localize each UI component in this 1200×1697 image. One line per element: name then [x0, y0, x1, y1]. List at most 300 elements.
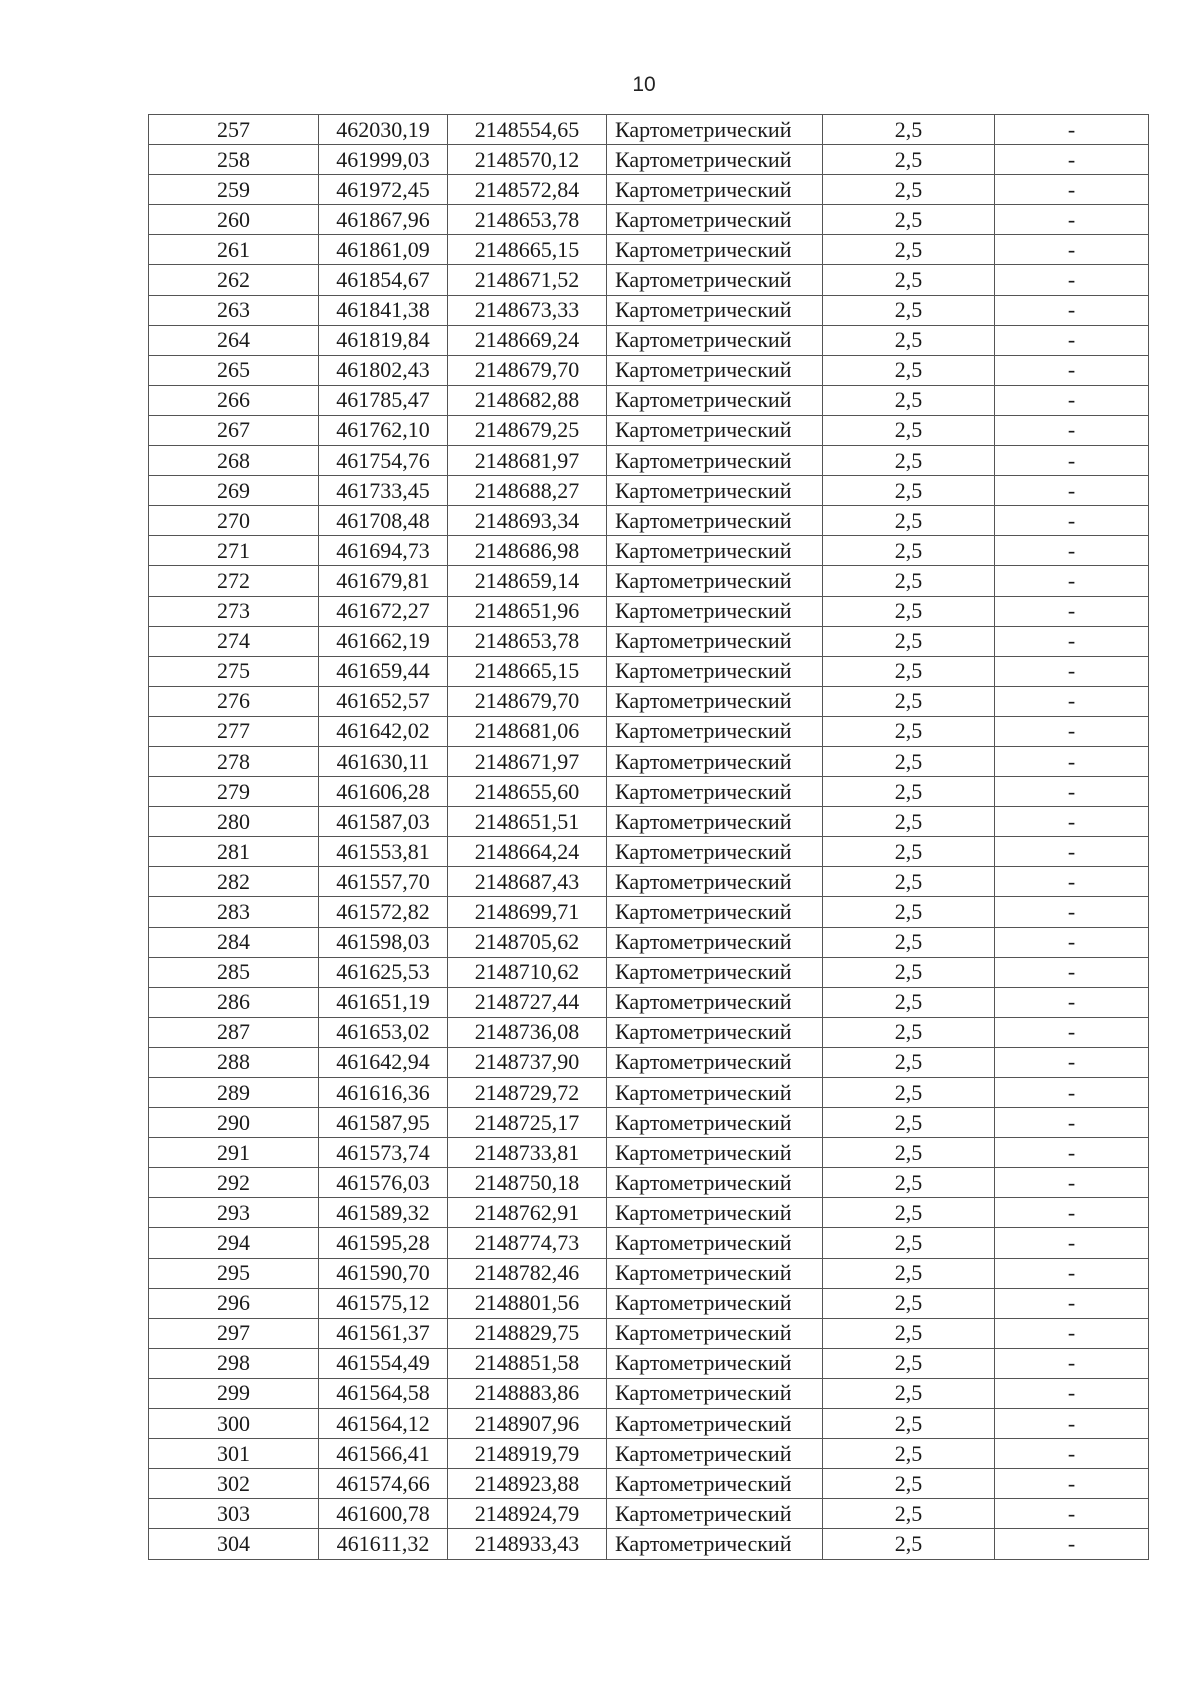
point-number-cell: 269: [149, 476, 319, 506]
method-cell: Картометрический: [607, 1168, 823, 1198]
accuracy-cell: 2,5: [823, 957, 995, 987]
y-coordinate-cell: 2148705,62: [448, 927, 607, 957]
accuracy-cell: 2,5: [823, 1258, 995, 1288]
point-number-cell: 300: [149, 1409, 319, 1439]
x-coordinate-cell: 461653,02: [319, 1017, 448, 1047]
table-row: [149, 476, 1149, 506]
accuracy-cell: 2,5: [823, 1409, 995, 1439]
description-cell: -: [995, 115, 1149, 145]
point-number-cell: 266: [149, 385, 319, 415]
point-number-cell: 297: [149, 1318, 319, 1348]
x-coordinate-cell: 461590,70: [319, 1258, 448, 1288]
point-number-cell: 278: [149, 746, 319, 776]
description-cell: -: [995, 1499, 1149, 1529]
y-coordinate-cell: 2148686,98: [448, 536, 607, 566]
point-number-cell: 303: [149, 1499, 319, 1529]
description-cell: -: [995, 626, 1149, 656]
description-cell: -: [995, 867, 1149, 897]
point-number-cell: 273: [149, 596, 319, 626]
y-coordinate-cell: 2148673,33: [448, 295, 607, 325]
method-cell: Картометрический: [607, 145, 823, 175]
description-cell: -: [995, 265, 1149, 295]
x-coordinate-cell: 461574,66: [319, 1469, 448, 1499]
point-number-cell: 294: [149, 1228, 319, 1258]
description-cell: -: [995, 355, 1149, 385]
y-coordinate-cell: 2148651,96: [448, 596, 607, 626]
description-cell: -: [995, 656, 1149, 686]
point-number-cell: 263: [149, 295, 319, 325]
point-number-cell: 296: [149, 1288, 319, 1318]
x-coordinate-cell: 461651,19: [319, 987, 448, 1017]
table-row: [149, 1469, 1149, 1499]
table-row: [149, 1529, 1149, 1559]
point-number-cell: 302: [149, 1469, 319, 1499]
accuracy-cell: 2,5: [823, 777, 995, 807]
table-row: [149, 1198, 1149, 1228]
point-number-cell: 284: [149, 927, 319, 957]
method-cell: Картометрический: [607, 205, 823, 235]
page-number: 10: [632, 73, 656, 96]
description-cell: -: [995, 777, 1149, 807]
description-cell: -: [995, 205, 1149, 235]
point-number-cell: 293: [149, 1198, 319, 1228]
table-row: [149, 837, 1149, 867]
table-row: [149, 1318, 1149, 1348]
x-coordinate-cell: 461557,70: [319, 867, 448, 897]
table-row: [149, 596, 1149, 626]
point-number-cell: 299: [149, 1378, 319, 1408]
table-row: [149, 536, 1149, 566]
description-cell: -: [995, 536, 1149, 566]
description-cell: -: [995, 1469, 1149, 1499]
y-coordinate-cell: 2148681,97: [448, 446, 607, 476]
y-coordinate-cell: 2148651,51: [448, 807, 607, 837]
y-coordinate-cell: 2148659,14: [448, 566, 607, 596]
y-coordinate-cell: 2148919,79: [448, 1439, 607, 1469]
y-coordinate-cell: 2148727,44: [448, 987, 607, 1017]
description-cell: -: [995, 837, 1149, 867]
accuracy-cell: 2,5: [823, 325, 995, 355]
accuracy-cell: 2,5: [823, 385, 995, 415]
method-cell: Картометрический: [607, 957, 823, 987]
accuracy-cell: 2,5: [823, 115, 995, 145]
x-coordinate-cell: 461587,95: [319, 1108, 448, 1138]
method-cell: Картометрический: [607, 1108, 823, 1138]
method-cell: Картометрический: [607, 1017, 823, 1047]
x-coordinate-cell: 461642,02: [319, 716, 448, 746]
point-number-cell: 262: [149, 265, 319, 295]
accuracy-cell: 2,5: [823, 987, 995, 1017]
method-cell: Картометрический: [607, 656, 823, 686]
point-number-cell: 283: [149, 897, 319, 927]
method-cell: Картометрический: [607, 1499, 823, 1529]
description-cell: -: [995, 1228, 1149, 1258]
description-cell: -: [995, 1318, 1149, 1348]
y-coordinate-cell: 2148669,24: [448, 325, 607, 355]
table-row: [149, 807, 1149, 837]
y-coordinate-cell: 2148762,91: [448, 1198, 607, 1228]
x-coordinate-cell: 461642,94: [319, 1047, 448, 1077]
x-coordinate-cell: 461553,81: [319, 837, 448, 867]
method-cell: Картометрический: [607, 506, 823, 536]
x-coordinate-cell: 461972,45: [319, 175, 448, 205]
accuracy-cell: 2,5: [823, 1469, 995, 1499]
method-cell: Картометрический: [607, 415, 823, 445]
x-coordinate-cell: 461819,84: [319, 325, 448, 355]
description-cell: -: [995, 1258, 1149, 1288]
description-cell: -: [995, 1078, 1149, 1108]
table-row: [149, 777, 1149, 807]
x-coordinate-cell: 461561,37: [319, 1318, 448, 1348]
point-number-cell: 257: [149, 115, 319, 145]
description-cell: -: [995, 1047, 1149, 1077]
table-row: [149, 1228, 1149, 1258]
method-cell: Картометрический: [607, 1318, 823, 1348]
x-coordinate-cell: 461587,03: [319, 807, 448, 837]
y-coordinate-cell: 2148688,27: [448, 476, 607, 506]
y-coordinate-cell: 2148851,58: [448, 1348, 607, 1378]
description-cell: -: [995, 145, 1149, 175]
method-cell: Картометрический: [607, 807, 823, 837]
method-cell: Картометрический: [607, 355, 823, 385]
description-cell: -: [995, 566, 1149, 596]
method-cell: Картометрический: [607, 385, 823, 415]
x-coordinate-cell: 461598,03: [319, 927, 448, 957]
accuracy-cell: 2,5: [823, 1138, 995, 1168]
accuracy-cell: 2,5: [823, 265, 995, 295]
point-number-cell: 301: [149, 1439, 319, 1469]
description-cell: -: [995, 716, 1149, 746]
table-row: [149, 897, 1149, 927]
y-coordinate-cell: 2148782,46: [448, 1258, 607, 1288]
accuracy-cell: 2,5: [823, 1017, 995, 1047]
accuracy-cell: 2,5: [823, 295, 995, 325]
method-cell: Картометрический: [607, 446, 823, 476]
table-row: [149, 1138, 1149, 1168]
y-coordinate-cell: 2148923,88: [448, 1469, 607, 1499]
accuracy-cell: 2,5: [823, 536, 995, 566]
method-cell: Картометрический: [607, 746, 823, 776]
x-coordinate-cell: 461854,67: [319, 265, 448, 295]
description-cell: -: [995, 596, 1149, 626]
method-cell: Картометрический: [607, 235, 823, 265]
description-cell: -: [995, 1348, 1149, 1378]
table-row: [149, 987, 1149, 1017]
accuracy-cell: 2,5: [823, 927, 995, 957]
table-row: [149, 385, 1149, 415]
x-coordinate-cell: 461659,44: [319, 656, 448, 686]
accuracy-cell: 2,5: [823, 626, 995, 656]
method-cell: Картометрический: [607, 476, 823, 506]
table-row: [149, 566, 1149, 596]
y-coordinate-cell: 2148693,34: [448, 506, 607, 536]
y-coordinate-cell: 2148679,70: [448, 355, 607, 385]
y-coordinate-cell: 2148725,17: [448, 1108, 607, 1138]
method-cell: Картометрический: [607, 777, 823, 807]
point-number-cell: 291: [149, 1138, 319, 1168]
method-cell: Картометрический: [607, 536, 823, 566]
point-number-cell: 289: [149, 1078, 319, 1108]
point-number-cell: 271: [149, 536, 319, 566]
method-cell: Картометрический: [607, 1047, 823, 1077]
method-cell: Картометрический: [607, 686, 823, 716]
method-cell: Картометрический: [607, 1378, 823, 1408]
method-cell: Картометрический: [607, 867, 823, 897]
table-row: [149, 1348, 1149, 1378]
description-cell: -: [995, 506, 1149, 536]
description-cell: -: [995, 446, 1149, 476]
y-coordinate-cell: 2148736,08: [448, 1017, 607, 1047]
table-row: [149, 867, 1149, 897]
y-coordinate-cell: 2148737,90: [448, 1047, 607, 1077]
point-number-cell: 267: [149, 415, 319, 445]
accuracy-cell: 2,5: [823, 446, 995, 476]
point-number-cell: 286: [149, 987, 319, 1017]
accuracy-cell: 2,5: [823, 686, 995, 716]
point-number-cell: 270: [149, 506, 319, 536]
x-coordinate-cell: 461754,76: [319, 446, 448, 476]
accuracy-cell: 2,5: [823, 1047, 995, 1077]
description-cell: -: [995, 1108, 1149, 1138]
method-cell: Картометрический: [607, 1439, 823, 1469]
method-cell: Картометрический: [607, 295, 823, 325]
x-coordinate-cell: 461589,32: [319, 1198, 448, 1228]
point-number-cell: 260: [149, 205, 319, 235]
point-number-cell: 261: [149, 235, 319, 265]
method-cell: Картометрический: [607, 265, 823, 295]
x-coordinate-cell: 461733,45: [319, 476, 448, 506]
x-coordinate-cell: 461630,11: [319, 746, 448, 776]
x-coordinate-cell: 461566,41: [319, 1439, 448, 1469]
point-number-cell: 258: [149, 145, 319, 175]
accuracy-cell: 2,5: [823, 205, 995, 235]
table-row: [149, 746, 1149, 776]
table-row: [149, 1047, 1149, 1077]
description-cell: -: [995, 476, 1149, 506]
x-coordinate-cell: 461564,12: [319, 1409, 448, 1439]
method-cell: Картометрический: [607, 325, 823, 355]
description-cell: -: [995, 385, 1149, 415]
point-number-cell: 274: [149, 626, 319, 656]
method-cell: Картометрический: [607, 1228, 823, 1258]
y-coordinate-cell: 2148729,72: [448, 1078, 607, 1108]
point-number-cell: 288: [149, 1047, 319, 1077]
table-row: [149, 1108, 1149, 1138]
x-coordinate-cell: 461600,78: [319, 1499, 448, 1529]
x-coordinate-cell: 461576,03: [319, 1168, 448, 1198]
table-row: [149, 1378, 1149, 1408]
point-number-cell: 281: [149, 837, 319, 867]
y-coordinate-cell: 2148682,88: [448, 385, 607, 415]
x-coordinate-cell: 461573,74: [319, 1138, 448, 1168]
method-cell: Картометрический: [607, 1258, 823, 1288]
y-coordinate-cell: 2148681,06: [448, 716, 607, 746]
point-number-cell: 285: [149, 957, 319, 987]
method-cell: Картометрический: [607, 596, 823, 626]
y-coordinate-cell: 2148907,96: [448, 1409, 607, 1439]
method-cell: Картометрический: [607, 1529, 823, 1559]
description-cell: -: [995, 295, 1149, 325]
x-coordinate-cell: 461564,58: [319, 1378, 448, 1408]
y-coordinate-cell: 2148653,78: [448, 626, 607, 656]
accuracy-cell: 2,5: [823, 1529, 995, 1559]
x-coordinate-cell: 461652,57: [319, 686, 448, 716]
x-coordinate-cell: 461554,49: [319, 1348, 448, 1378]
point-number-cell: 277: [149, 716, 319, 746]
method-cell: Картометрический: [607, 716, 823, 746]
y-coordinate-cell: 2148733,81: [448, 1138, 607, 1168]
table-row: [149, 1017, 1149, 1047]
x-coordinate-cell: 461616,36: [319, 1078, 448, 1108]
method-cell: Картометрический: [607, 1138, 823, 1168]
table-row: [149, 235, 1149, 265]
accuracy-cell: 2,5: [823, 746, 995, 776]
accuracy-cell: 2,5: [823, 1439, 995, 1469]
x-coordinate-cell: 461662,19: [319, 626, 448, 656]
description-cell: -: [995, 1378, 1149, 1408]
x-coordinate-cell: 461802,43: [319, 355, 448, 385]
description-cell: -: [995, 415, 1149, 445]
point-number-cell: 298: [149, 1348, 319, 1378]
table-row: [149, 506, 1149, 536]
table-row: [149, 145, 1149, 175]
y-coordinate-cell: 2148572,84: [448, 175, 607, 205]
x-coordinate-cell: 461708,48: [319, 506, 448, 536]
accuracy-cell: 2,5: [823, 1228, 995, 1258]
table-row: [149, 957, 1149, 987]
x-coordinate-cell: 461606,28: [319, 777, 448, 807]
description-cell: -: [995, 1168, 1149, 1198]
y-coordinate-cell: 2148687,43: [448, 867, 607, 897]
accuracy-cell: 2,5: [823, 1168, 995, 1198]
x-coordinate-cell: 461679,81: [319, 566, 448, 596]
description-cell: -: [995, 1288, 1149, 1318]
method-cell: Картометрический: [607, 837, 823, 867]
table-row: [149, 927, 1149, 957]
y-coordinate-cell: 2148883,86: [448, 1378, 607, 1408]
description-cell: -: [995, 1439, 1149, 1469]
x-coordinate-cell: 461625,53: [319, 957, 448, 987]
point-number-cell: 276: [149, 686, 319, 716]
table-row: [149, 686, 1149, 716]
description-cell: -: [995, 746, 1149, 776]
table-row: [149, 1288, 1149, 1318]
accuracy-cell: 2,5: [823, 807, 995, 837]
method-cell: Картометрический: [607, 987, 823, 1017]
y-coordinate-cell: 2148655,60: [448, 777, 607, 807]
y-coordinate-cell: 2148774,73: [448, 1228, 607, 1258]
x-coordinate-cell: 461867,96: [319, 205, 448, 235]
description-cell: -: [995, 927, 1149, 957]
accuracy-cell: 2,5: [823, 355, 995, 385]
x-coordinate-cell: 461999,03: [319, 145, 448, 175]
method-cell: Картометрический: [607, 1469, 823, 1499]
accuracy-cell: 2,5: [823, 1318, 995, 1348]
x-coordinate-cell: 461861,09: [319, 235, 448, 265]
description-cell: -: [995, 957, 1149, 987]
description-cell: -: [995, 175, 1149, 205]
table-row: [149, 656, 1149, 686]
accuracy-cell: 2,5: [823, 476, 995, 506]
table-row: [149, 115, 1149, 145]
accuracy-cell: 2,5: [823, 867, 995, 897]
x-coordinate-cell: 461611,32: [319, 1529, 448, 1559]
table-row: [149, 1168, 1149, 1198]
y-coordinate-cell: 2148679,70: [448, 686, 607, 716]
method-cell: Картометрический: [607, 1348, 823, 1378]
y-coordinate-cell: 2148710,62: [448, 957, 607, 987]
point-number-cell: 275: [149, 656, 319, 686]
point-number-cell: 272: [149, 566, 319, 596]
method-cell: Картометрический: [607, 115, 823, 145]
description-cell: -: [995, 1409, 1149, 1439]
y-coordinate-cell: 2148924,79: [448, 1499, 607, 1529]
x-coordinate-cell: 461572,82: [319, 897, 448, 927]
accuracy-cell: 2,5: [823, 1198, 995, 1228]
description-cell: -: [995, 1529, 1149, 1559]
y-coordinate-cell: 2148933,43: [448, 1529, 607, 1559]
description-cell: -: [995, 235, 1149, 265]
point-number-cell: 279: [149, 777, 319, 807]
method-cell: Картометрический: [607, 1078, 823, 1108]
method-cell: Картометрический: [607, 1288, 823, 1318]
x-coordinate-cell: 461575,12: [319, 1288, 448, 1318]
y-coordinate-cell: 2148665,15: [448, 235, 607, 265]
description-cell: -: [995, 1017, 1149, 1047]
accuracy-cell: 2,5: [823, 897, 995, 927]
x-coordinate-cell: 461841,38: [319, 295, 448, 325]
description-cell: -: [995, 807, 1149, 837]
accuracy-cell: 2,5: [823, 1499, 995, 1529]
point-number-cell: 292: [149, 1168, 319, 1198]
accuracy-cell: 2,5: [823, 415, 995, 445]
y-coordinate-cell: 2148750,18: [448, 1168, 607, 1198]
point-number-cell: 287: [149, 1017, 319, 1047]
accuracy-cell: 2,5: [823, 837, 995, 867]
method-cell: Картометрический: [607, 1409, 823, 1439]
y-coordinate-cell: 2148671,97: [448, 746, 607, 776]
accuracy-cell: 2,5: [823, 175, 995, 205]
y-coordinate-cell: 2148653,78: [448, 205, 607, 235]
table-row: [149, 355, 1149, 385]
point-number-cell: 264: [149, 325, 319, 355]
point-number-cell: 304: [149, 1529, 319, 1559]
description-cell: -: [995, 686, 1149, 716]
table-row: [149, 175, 1149, 205]
table-row: [149, 265, 1149, 295]
x-coordinate-cell: 461595,28: [319, 1228, 448, 1258]
description-cell: -: [995, 1198, 1149, 1228]
description-cell: -: [995, 987, 1149, 1017]
table-row: [149, 295, 1149, 325]
accuracy-cell: 2,5: [823, 716, 995, 746]
y-coordinate-cell: 2148570,12: [448, 145, 607, 175]
accuracy-cell: 2,5: [823, 566, 995, 596]
table-row: [149, 716, 1149, 746]
x-coordinate-cell: 461762,10: [319, 415, 448, 445]
method-cell: Картометрический: [607, 175, 823, 205]
point-number-cell: 268: [149, 446, 319, 476]
accuracy-cell: 2,5: [823, 1108, 995, 1138]
table-row: [149, 415, 1149, 445]
y-coordinate-cell: 2148699,71: [448, 897, 607, 927]
table-row: [149, 446, 1149, 476]
y-coordinate-cell: 2148665,15: [448, 656, 607, 686]
table-row: [149, 325, 1149, 355]
accuracy-cell: 2,5: [823, 596, 995, 626]
accuracy-cell: 2,5: [823, 145, 995, 175]
accuracy-cell: 2,5: [823, 1348, 995, 1378]
